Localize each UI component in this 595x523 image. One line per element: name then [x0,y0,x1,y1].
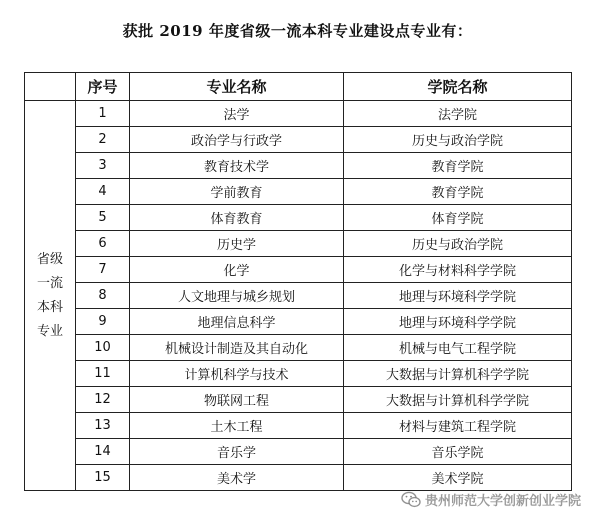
row-college-name: 材料与建筑工程学院 [344,413,572,439]
row-number: 8 [76,283,130,309]
header-number: 序号 [76,73,130,101]
wechat-icon [401,491,421,508]
header-college: 学院名称 [344,73,572,101]
category-label-line: 省级 [36,251,63,267]
table-row [25,465,572,491]
row-college-name: 地理与环境科学学院 [344,283,572,309]
row-major-name: 美术学 [130,465,344,491]
row-number: 4 [76,179,130,205]
row-college-name: 体育学院 [344,205,572,231]
row-major-name: 地理信息科学 [130,309,344,335]
row-number: 7 [76,257,130,283]
row-major-name: 体育教育 [130,205,344,231]
row-college-name: 化学与材料科学学院 [344,257,572,283]
row-number: 1 [76,101,130,127]
row-major-name: 音乐学 [130,439,344,465]
document-title: 获批 2019 年度省级一流本科专业建设点专业有： [122,22,473,40]
row-college-name: 机械与电气工程学院 [344,335,572,361]
majors-table [24,72,572,491]
row-number: 6 [76,231,130,257]
table-row [25,361,572,387]
row-major-name: 化学 [130,257,344,283]
row-number: 15 [76,465,130,491]
table-row [25,205,572,231]
header-empty-cell [25,73,76,101]
category-label-line: 本科 [36,299,63,315]
category-label [32,248,68,344]
row-major-name: 历史学 [130,231,344,257]
table-row [25,127,572,153]
row-number: 2 [76,127,130,153]
row-major-name: 教育技术学 [130,153,344,179]
watermark-text: 贵州师范大学创新创业学院 [424,494,581,509]
table-row [25,439,572,465]
row-number: 9 [76,309,130,335]
watermark [401,490,581,509]
category-label-line: 一流 [36,275,63,291]
row-major-name: 人文地理与城乡规划 [130,283,344,309]
row-major-name: 计算机科学与技术 [130,361,344,387]
row-major-name: 政治学与行政学 [130,127,344,153]
row-major-name: 机械设计制造及其自动化 [130,335,344,361]
row-college-name: 历史与政治学院 [344,127,572,153]
row-number: 10 [76,335,130,361]
row-number: 12 [76,387,130,413]
table-row [25,101,572,127]
table-row [25,231,572,257]
table-header-row [25,73,572,101]
table-row [25,153,572,179]
table-row [25,387,572,413]
table-row [25,413,572,439]
row-college-name: 音乐学院 [344,439,572,465]
table-body [25,101,572,491]
row-college-name: 教育学院 [344,153,572,179]
row-college-name: 地理与环境科学学院 [344,309,572,335]
row-number: 5 [76,205,130,231]
row-college-name: 教育学院 [344,179,572,205]
row-number: 11 [76,361,130,387]
table-row [25,335,572,361]
table-row [25,257,572,283]
row-college-name: 美术学院 [344,465,572,491]
row-college-name: 大数据与计算机科学学院 [344,361,572,387]
row-major-name: 土木工程 [130,413,344,439]
table-row [25,309,572,335]
row-major-name: 学前教育 [130,179,344,205]
category-label-line: 专业 [36,323,63,339]
row-college-name: 法学院 [344,101,572,127]
row-major-name: 法学 [130,101,344,127]
row-number: 13 [76,413,130,439]
header-major: 专业名称 [130,73,344,101]
row-college-name: 大数据与计算机科学学院 [344,387,572,413]
table-row [25,179,572,205]
table-row [25,283,572,309]
category-cell [25,101,76,491]
row-major-name: 物联网工程 [130,387,344,413]
row-number: 3 [76,153,130,179]
row-number: 14 [76,439,130,465]
row-college-name: 历史与政治学院 [344,231,572,257]
